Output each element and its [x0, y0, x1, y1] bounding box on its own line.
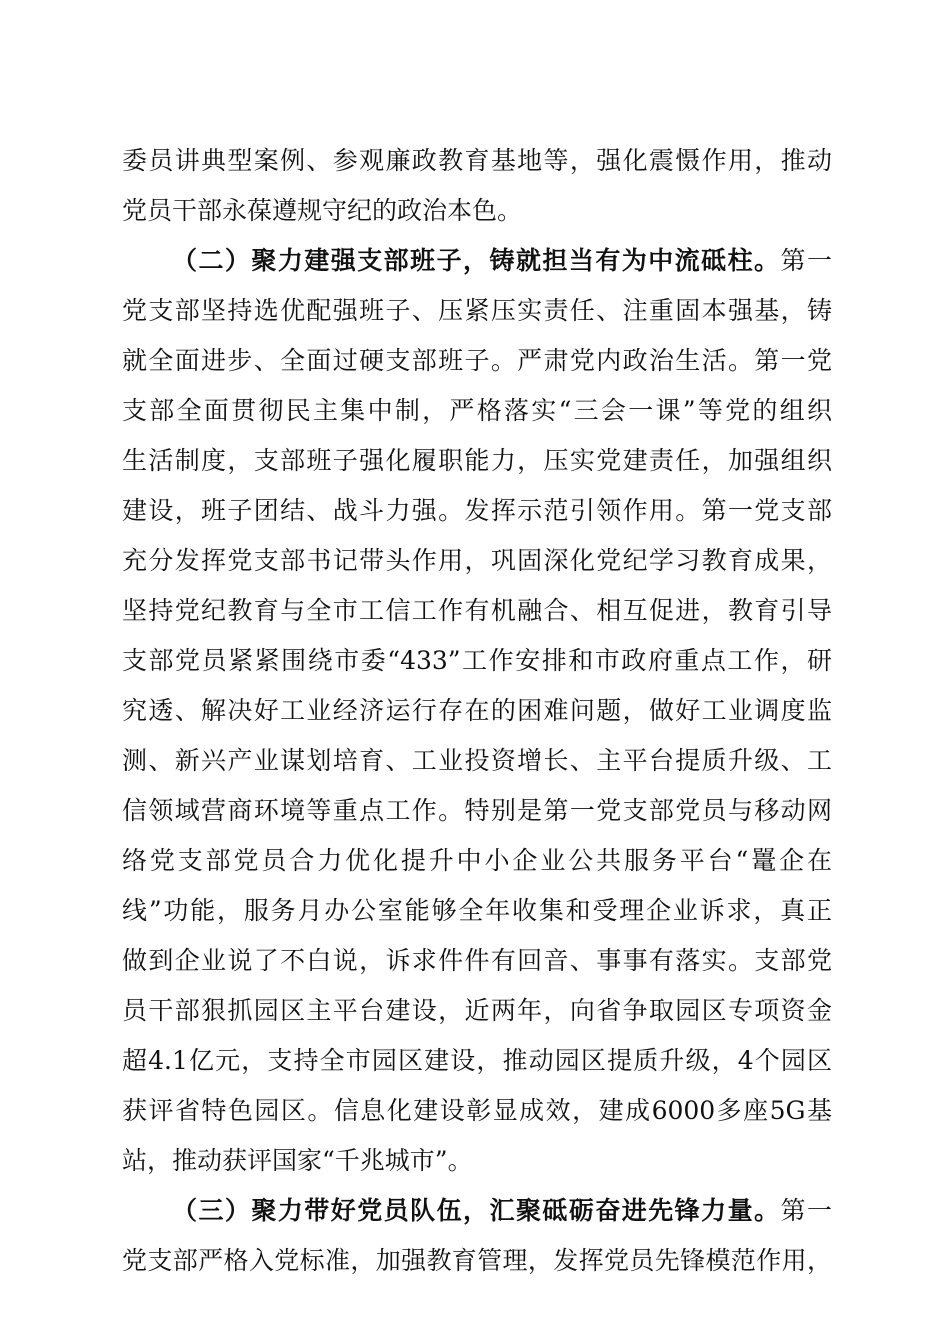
body-text-line: 充分发挥党支部书记带头作用，巩固深化党纪学习教育成果，	[122, 546, 832, 575]
body-text-line: 就全面进步、全面过硬支部班子。严肃党内政治生活。第一党	[122, 346, 832, 375]
body-text-run: 第一	[780, 1196, 832, 1225]
body-text-line: 获评省特色园区。信息化建设彰显成效，建成6000多座5G基	[122, 1096, 832, 1125]
body-text-line: 支部党员紧紧围绕市委“433”工作安排和市政府重点工作，研	[122, 646, 832, 675]
section-heading: （二）聚力建强支部班子，铸就担当有为中流砥柱。	[172, 246, 781, 275]
body-text-line: 信领域营商环境等重点工作。特别是第一党支部党员与移动网	[122, 796, 832, 825]
body-text-line: 党员干部永葆遵规守纪的政治本色。	[122, 196, 523, 225]
body-text-line: 生活制度，支部班子强化履职能力，压实党建责任，加强组织	[122, 446, 832, 475]
body-text-line: 究透、解决好工业经济运行存在的困难问题，做好工业调度监	[122, 696, 832, 725]
body-text-line: 络党支部党员合力优化提升中小企业公共服务平台“鼍企在	[122, 846, 832, 875]
body-text-line: 党支部严格入党标准，加强教育管理，发挥党员先锋模范作用，	[122, 1246, 832, 1275]
body-text-line: 超4.1亿元，支持全市园区建设，推动园区提质升级，4个园区	[122, 1046, 832, 1075]
section-heading-line	[172, 243, 832, 279]
section-heading: （三）聚力带好党员队伍，汇聚砥砺奋进先锋力量。	[172, 1196, 781, 1225]
body-text-line: 站，推动获评国家“千兆城市”。	[122, 1146, 473, 1175]
body-text-line: 员干部狠抓园区主平台建设，近两年，向省争取园区专项资金	[122, 996, 832, 1025]
body-text-line: 测、新兴产业谋划培育、工业投资增长、主平台提质升级、工	[122, 746, 832, 775]
body-text-line: 做到企业说了不白说，诉求件件有回音、事事有落实。支部党	[122, 946, 832, 975]
body-text-line: 线”功能，服务月办公室能够全年收集和受理企业诉求，真正	[122, 896, 832, 925]
body-text-line: 坚持党纪教育与全市工信工作有机融合、相互促进，教育引导	[122, 596, 832, 625]
body-text-line: 委员讲典型案例、参观廉政教育基地等，强化震慑作用，推动	[122, 146, 832, 175]
body-text-line: 党支部坚持选优配强班子、压紧压实责任、注重固本强基，铸	[122, 296, 832, 325]
body-text-run: 第一	[780, 246, 832, 275]
body-text-line: 支部全面贯彻民主集中制，严格落实“三会一课”等党的组织	[122, 396, 832, 425]
body-text-line: 建设，班子团结、战斗力强。发挥示范引领作用。第一党支部	[122, 496, 832, 525]
section-heading-line	[172, 1193, 832, 1229]
